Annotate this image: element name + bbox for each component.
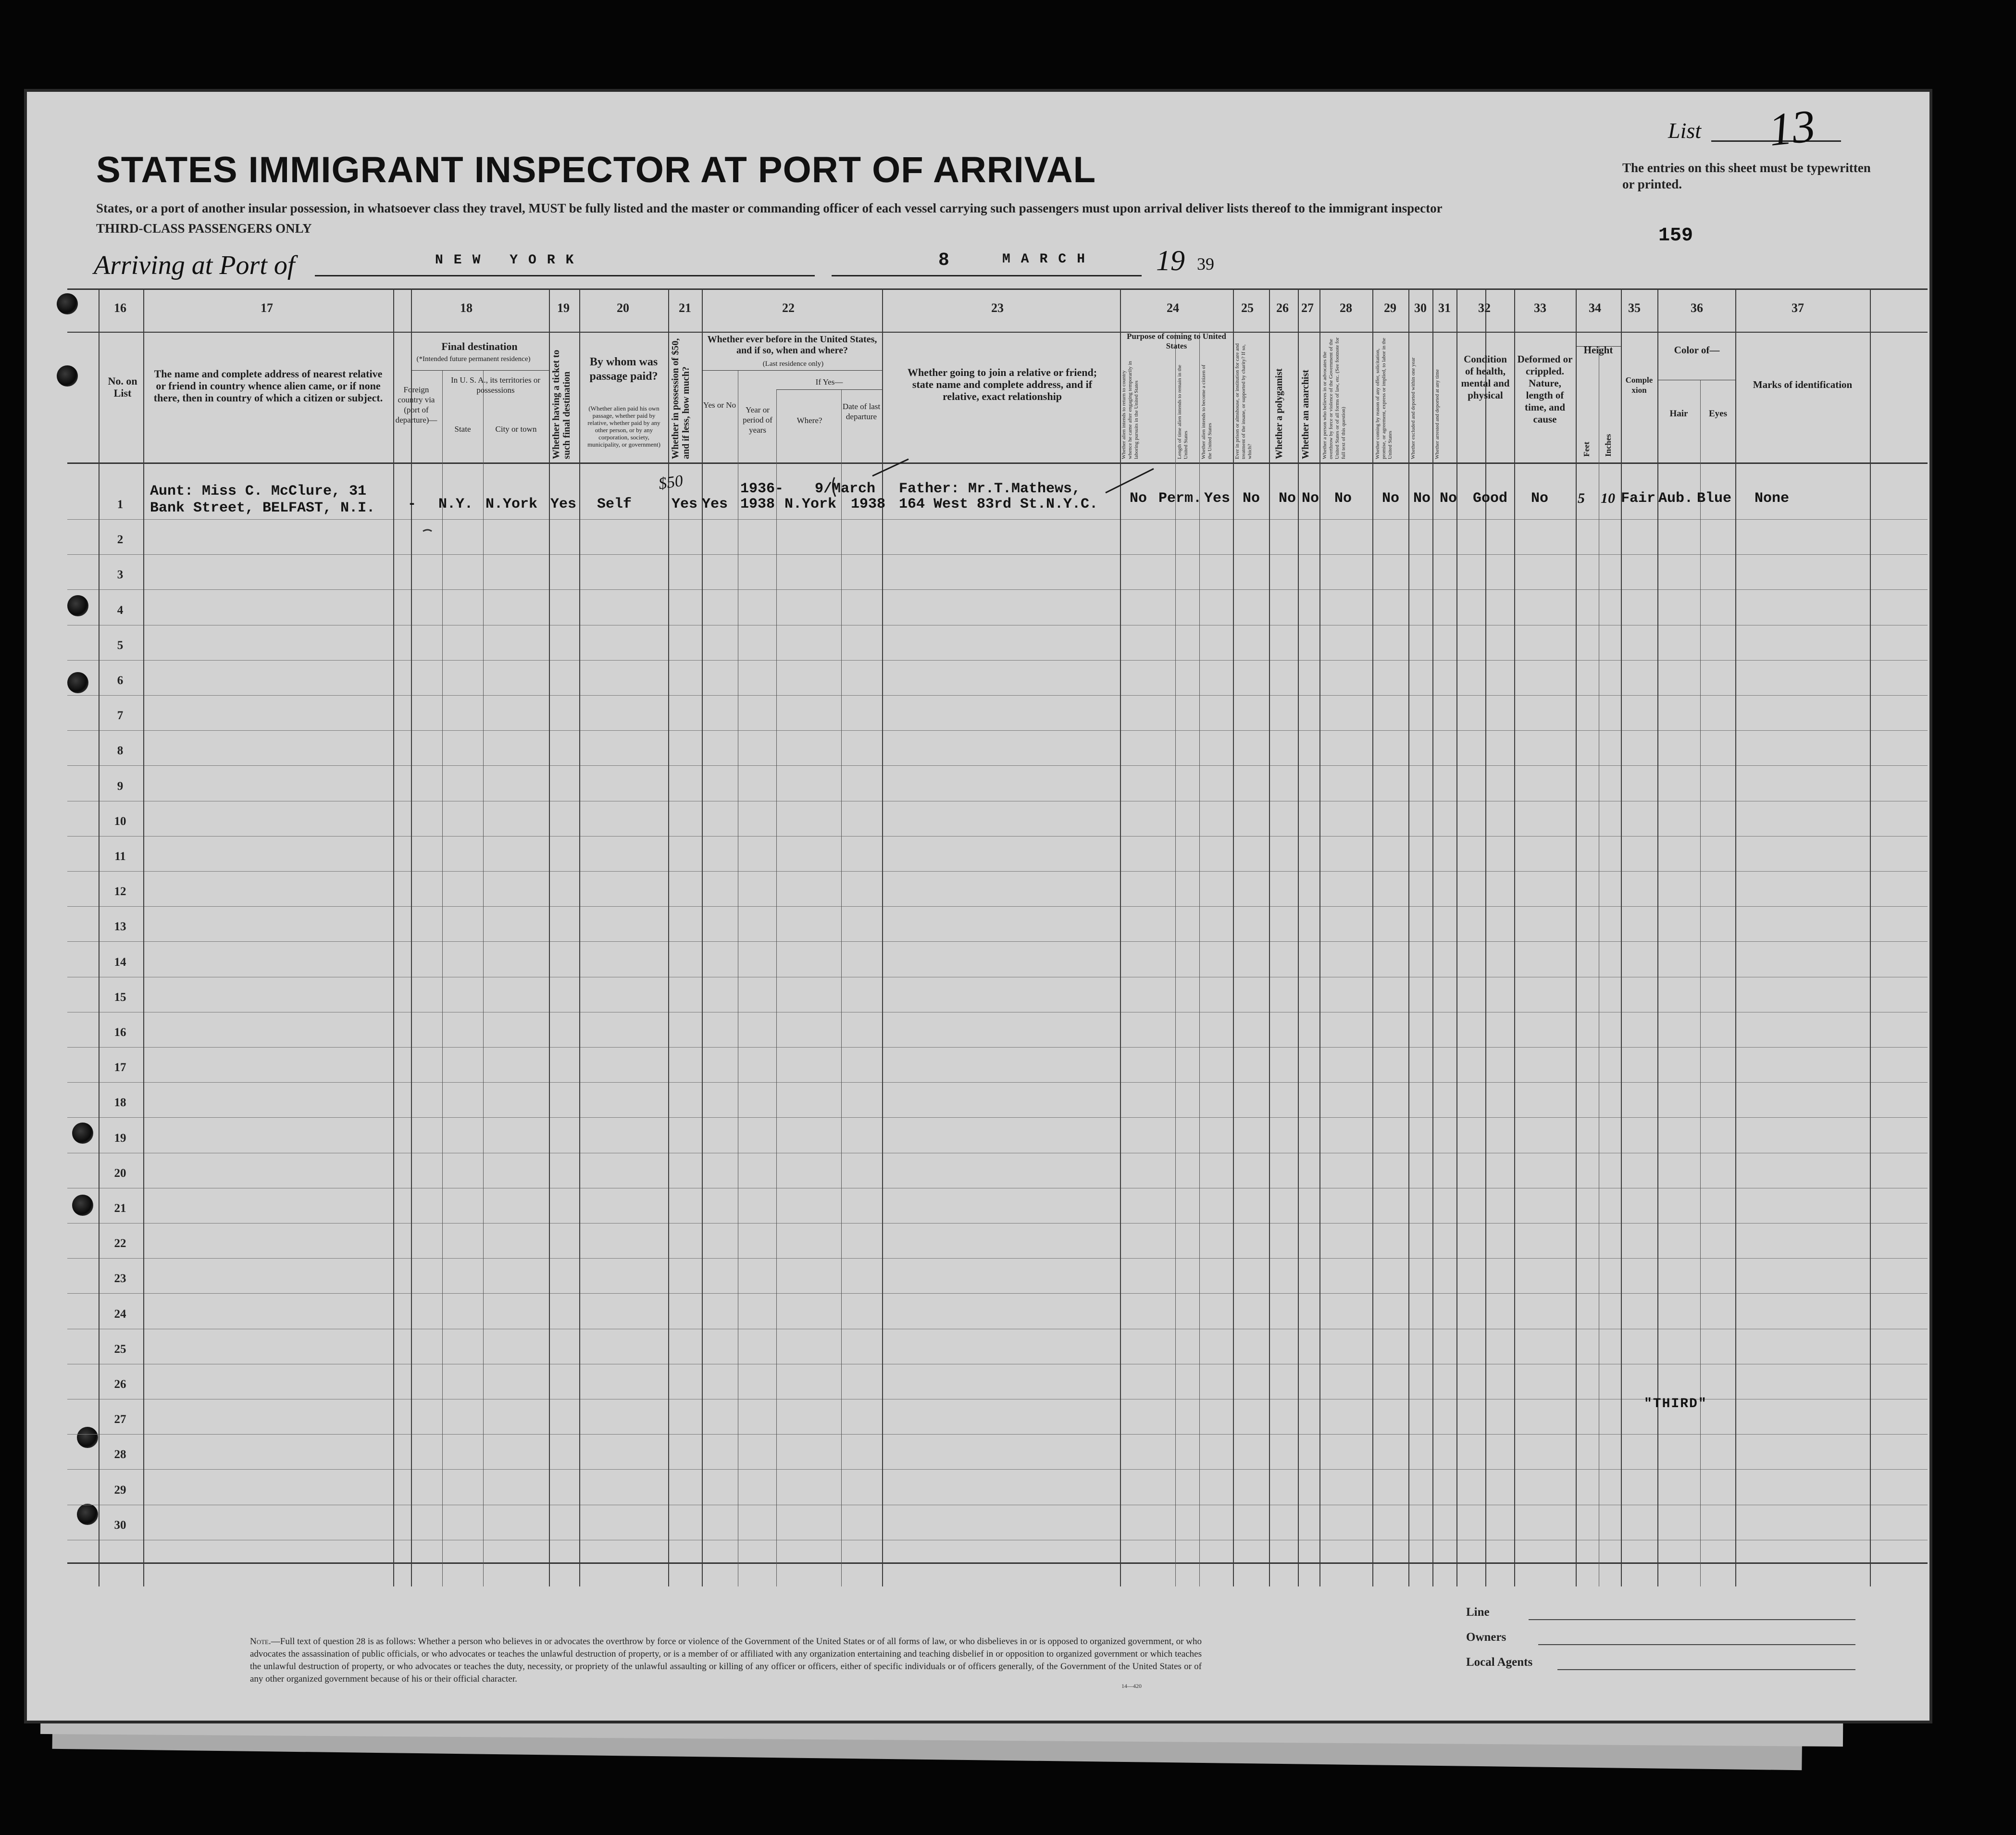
period-line2: 1938 — [740, 496, 775, 512]
arriving-label: Arriving at Port of — [94, 250, 295, 280]
row-number: 16 — [114, 1026, 126, 1039]
relative-address-line2: Bank Street, BELFAST, N.I. — [150, 500, 375, 516]
arrival-day: 8 — [938, 250, 949, 271]
column-number: 26 — [1276, 301, 1289, 315]
overthrow-value: No — [1334, 490, 1352, 507]
header-hair: Hair — [1669, 409, 1688, 419]
column-number: 25 — [1241, 301, 1254, 315]
header-passage-paid-note: (Whether alien paid his own passage, whether paid by relative, whether paid by any other person, or by any corporation, society, municipality, or government) — [587, 405, 660, 448]
passenger-class-label: THIRD-CLASS PASSENGERS ONLY — [96, 221, 312, 236]
agents-blank — [1557, 1669, 1855, 1670]
row-number: 11 — [114, 850, 126, 863]
column-number: 36 — [1691, 301, 1703, 315]
row-number: 5 — [117, 638, 124, 652]
header-where: Where? — [796, 416, 822, 425]
column-number: 31 — [1438, 301, 1451, 315]
column-number: 37 — [1792, 301, 1804, 315]
row-number: 4 — [117, 603, 124, 617]
header-purpose: Purpose of coming to United States — [1127, 332, 1226, 350]
header-yes-or-no: Yes or No — [703, 400, 736, 410]
header-prison: Ever in prison or almshouse, or institution for care and treatment of the insane, or supported by charity? If so, which? — [1234, 343, 1253, 459]
row-number: 7 — [117, 709, 124, 723]
local-agents-label: Local Agents — [1466, 1656, 1533, 1669]
year-prefix: 19 — [1156, 245, 1185, 276]
row-number: 19 — [114, 1131, 126, 1145]
header-inches: Inches — [1604, 434, 1613, 457]
before-in-us-value: Yes — [702, 496, 728, 512]
deformed-value: No — [1531, 490, 1549, 507]
join-relative-line2: 164 West 83rd St.N.Y.C. — [899, 496, 1098, 512]
ticket-value: Yes — [550, 496, 577, 512]
row-number: 2 — [117, 533, 124, 547]
header-complexion: Complexion — [1625, 375, 1653, 395]
header-ever-before-note: (Last residence only) — [762, 360, 824, 368]
owners-blank — [1538, 1644, 1855, 1645]
column-number: 29 — [1384, 301, 1396, 315]
polygamist-value: No — [1279, 490, 1296, 507]
column-number: 23 — [991, 301, 1004, 315]
column-number: 28 — [1340, 301, 1352, 315]
hair-value: Aub. — [1658, 490, 1693, 507]
header-deformed: Deformed or crippled. Nature, length of time, and cause — [1517, 353, 1573, 425]
header-health: Condition of health, mental and physical — [1461, 353, 1510, 401]
column-number: 22 — [782, 301, 795, 315]
intends-return-value: No — [1130, 490, 1147, 507]
header-ticket: Whether having a ticket to such final destination — [551, 350, 572, 459]
header-final-destination-note: (*Intended future permanent residence) — [416, 355, 531, 363]
row-number: 8 — [117, 744, 124, 758]
header-excluded: Whether excluded and deported within one year — [1410, 357, 1416, 459]
row-number: 20 — [114, 1166, 126, 1180]
form-instructions: States, or a port of another insular possession, in whatsoever class they travel, MUST be fully listed and the master or commanding officer of each vessel carrying such passengers must upon arrival deliver lists thereof to the immigrant inspector — [96, 201, 1443, 215]
column-number: 32 — [1478, 301, 1491, 315]
labor-offer-value: No — [1382, 490, 1400, 507]
column-number: 17 — [261, 301, 273, 315]
row-number: 24 — [114, 1307, 126, 1321]
row-number: 14 — [114, 955, 126, 969]
anarchist-value: No — [1302, 490, 1319, 507]
row-number: 21 — [114, 1202, 126, 1215]
header-overthrow: Whether a person who believes in or advocates the overthrow by force or violence of the Government of the United States or of all forms of law, etc. (See footnote for full text of this question) — [1322, 337, 1346, 459]
header-nearest-relative: The name and complete address of nearest relative or friend in country whence alien came, or if none there, then in country of which a citizen or subject. — [153, 368, 383, 404]
row-number: 9 — [117, 779, 124, 793]
header-ever-before: Whether ever before in the United States, and if so, when and where? — [707, 334, 877, 356]
paid-by-value: Self — [597, 496, 632, 512]
column-number: 20 — [617, 301, 629, 315]
row-number: 17 — [114, 1061, 126, 1074]
header-length-of-stay: Length of time alien intends to remain in the United States — [1177, 364, 1189, 459]
column-number: 34 — [1589, 301, 1601, 315]
become-citizen-value: Yes — [1204, 490, 1231, 507]
column-number: 24 — [1167, 301, 1179, 315]
arrival-month: MARCH — [1002, 252, 1096, 267]
where-value: N.York — [784, 496, 837, 512]
header-labor-offer: Whether coming by reason of any offer, solicitation, promise, or agreement, express or implied, to labor in the United States — [1375, 337, 1393, 459]
row-number: 23 — [114, 1272, 126, 1286]
column-number: 21 — [679, 301, 691, 315]
header-color-of: Color of— — [1674, 344, 1720, 356]
row-number: 26 — [114, 1378, 126, 1391]
row-number: 3 — [117, 568, 124, 582]
line-label: Line — [1466, 1606, 1490, 1619]
row-number: 30 — [114, 1518, 126, 1532]
header-height: Height — [1583, 344, 1613, 356]
row-number: 29 — [114, 1483, 126, 1497]
header-period: Year or period of years — [743, 405, 772, 435]
typewritten-note: The entries on this sheet must be typewritten or printed. — [1622, 161, 1871, 191]
row-number: 12 — [114, 885, 126, 899]
list-label: List — [1668, 118, 1702, 143]
header-if-yes: If Yes— — [815, 377, 843, 387]
header-in-usa: In U. S. A., its territories or possessions — [450, 375, 541, 395]
header-final-destination: Final destination — [441, 340, 518, 352]
eyes-value: Blue — [1697, 490, 1732, 507]
header-eyes: Eyes — [1709, 409, 1727, 419]
header-fifty-dollars: Whether in possession of $50, and if less, how much? — [670, 338, 691, 459]
header-feet: Feet — [1582, 441, 1591, 457]
question-28-footnote — [250, 1635, 1202, 1685]
feet-value: 5 — [1578, 490, 1585, 506]
departure-line1: 9/March — [815, 481, 876, 497]
footnote-text: —Full text of question 28 is as follows: Whether a person who believes in or advocates the overthrow by force or violence of the Government of the United States or of all forms of law, or who disbelieves in or is opposed to organized government, or who advocates the assassination of public officials, or who advocates or teaches the unlawful destruction of property, or is a member of or affiliated with any organization entertaining and teaching disbelief in or opposition to organized government or which teaches the unlawful destruction of property, or who advocates or teaches the duty, necessity, or propriety of the unlawful assaulting or killing of any officer or officers, either of specific individuals or of officers generally, of the Government of the United States or of any other organized government because of his or their official character. — [250, 1636, 1202, 1684]
money-value: Yes — [672, 496, 698, 512]
footnote-lead: Note. — [250, 1636, 271, 1647]
column-number: 19 — [557, 301, 570, 315]
form-title: STATES IMMIGRANT INSPECTOR AT PORT OF ARRIVAL — [96, 150, 1096, 190]
header-polygamist: Whether a polygamist — [1274, 368, 1284, 459]
foreign-country-value: - — [408, 496, 417, 512]
header-intends-return: Whether alien intends to return to country whence he came after engaging temporarily in laboring pursuits in the United States — [1121, 361, 1139, 459]
row-number: 15 — [114, 990, 126, 1004]
period-line1: 1936- — [740, 481, 784, 497]
header-no-on-list: No. on List — [108, 375, 137, 399]
departure-line2: 1938 — [851, 496, 886, 512]
inches-value: 10 — [1601, 490, 1615, 506]
column-number: 35 — [1628, 301, 1641, 315]
list-number: 13 — [1766, 100, 1818, 156]
deported-value: No — [1440, 490, 1457, 507]
row-number: 27 — [114, 1413, 126, 1426]
header-join-relative: Whether going to join a relative or friend; state name and complete address, and if relative, exact relationship — [907, 366, 1097, 402]
row-number: 10 — [114, 814, 126, 828]
prison-value: No — [1243, 490, 1260, 507]
year-suffix: 39 — [1197, 254, 1214, 274]
header-last-departure: Date of last departure — [842, 402, 881, 421]
header-city: City or town — [495, 424, 537, 434]
header-foreign-country: Foreign country via (port of departure)— — [395, 385, 437, 424]
excluded-value: No — [1413, 490, 1431, 507]
owners-label: Owners — [1466, 1631, 1506, 1644]
header-become-citizen: Whether alien intends to become a citizen of the United States — [1201, 364, 1213, 459]
column-number: 33 — [1534, 301, 1546, 315]
row-number: 28 — [114, 1448, 126, 1461]
length-of-stay-value: Perm. — [1158, 490, 1202, 507]
row-number: 22 — [114, 1237, 126, 1250]
column-number: 27 — [1301, 301, 1314, 315]
header-state: State — [454, 424, 471, 434]
row-number: 18 — [114, 1096, 126, 1110]
row-number: 13 — [114, 920, 126, 934]
row-number: 1 — [117, 498, 124, 511]
arrival-port: NEW YORK — [435, 253, 585, 268]
header-marks: Marks of identification — [1753, 379, 1853, 390]
money-handwritten: $50 — [657, 472, 684, 493]
relative-address-line1: Aunt: Miss C. McClure, 31 — [150, 483, 367, 499]
row-number: 6 — [117, 674, 124, 687]
column-number: 18 — [460, 301, 473, 315]
form-number: 14—420 — [1121, 1683, 1142, 1689]
complexion-value: Fair — [1621, 490, 1656, 507]
page-number: 159 — [1658, 225, 1693, 247]
city-value: N.York — [485, 496, 538, 512]
header-deported: Whether arrested and deported at any time — [1434, 369, 1440, 459]
join-relative-line1: Father: Mr.T.Mathews, — [899, 481, 1081, 497]
marks-value: None — [1755, 490, 1790, 507]
health-value: Good — [1473, 490, 1508, 507]
column-number: 16 — [114, 301, 126, 315]
header-anarchist: Whether an anarchist — [1300, 370, 1311, 459]
line-blank — [1529, 1619, 1855, 1620]
row-number: 25 — [114, 1342, 126, 1356]
header-passage-paid: By whom was passage paid? — [589, 356, 658, 383]
third-class-stamp: "THIRD" — [1644, 1397, 1707, 1411]
state-value: N.Y. — [438, 496, 473, 512]
column-number: 30 — [1414, 301, 1427, 315]
